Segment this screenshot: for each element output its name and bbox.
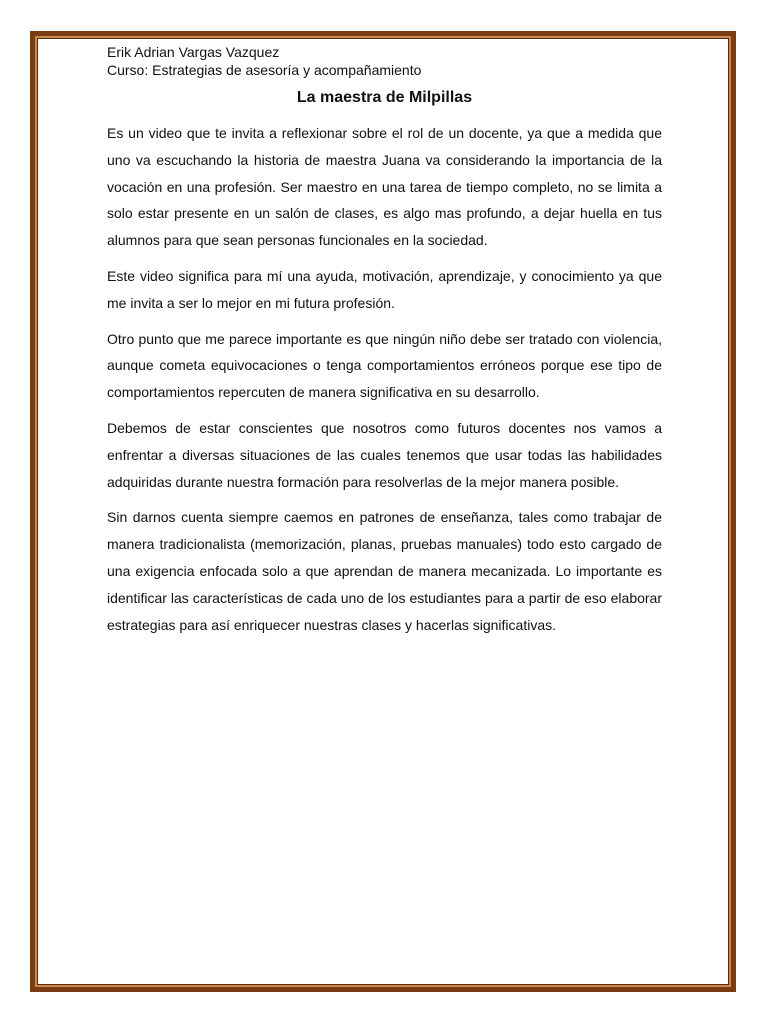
- document-title: La maestra de Milpillas: [296, 89, 473, 106]
- paragraph-5: Sin darnos cuenta siempre caemos en patrones de enseñanza, tales como trabajar de manera tradicionalista (memorización, planas, pruebas manuales) todo esto cargado de una exigencia enfocada solo a que aprendan de manera mecanizada. Lo importante es identificar las características de cada uno de los estudiantes para a partir de eso elaborar estrategias para así enriquecer nuestras clases y hacerlas significativas.: [107, 509, 662, 633]
- paragraph-1: Es un video que te invita a reflexionar sobre el rol de un docente, ya que a medida que uno va escuchando la historia de maestra Juana va considerando la importancia de la vocación en una profesión. Ser maestro en una tarea de tiempo completo, no se limita a solo estar presente en un salón de clases, es algo mas profundo, a dejar huella en tus alumnos para que sean personas funcionales en la sociedad.: [107, 125, 662, 249]
- course-name: Curso: Estrategias de asesoría y acompañamiento: [107, 62, 422, 78]
- paragraph-2: Este video significa para mí una ayuda, motivación, aprendizaje, y conocimiento ya que me invita a ser lo mejor en mi futura profesión.: [107, 267, 662, 311]
- document-body: [107, 43, 662, 647]
- author-name: Erik Adrian Vargas Vazquez: [107, 44, 280, 60]
- paragraph-3: Otro punto que me parece importante es que ningún niño debe ser tratado con violencia, aunque cometa equivocaciones o tenga comportamientos erróneos porque ese tipo de comportamientos repercuten de manera significativa en su desarrollo.: [107, 330, 662, 401]
- paragraph-4: Debemos de estar conscientes que nosotros como futuros docentes nos vamos a enfrentar a diversas situaciones de las cuales tenemos que usar todas las habilidades adquiridas durante nuestra formación para resolverlas de la mejor manera posible.: [107, 419, 662, 490]
